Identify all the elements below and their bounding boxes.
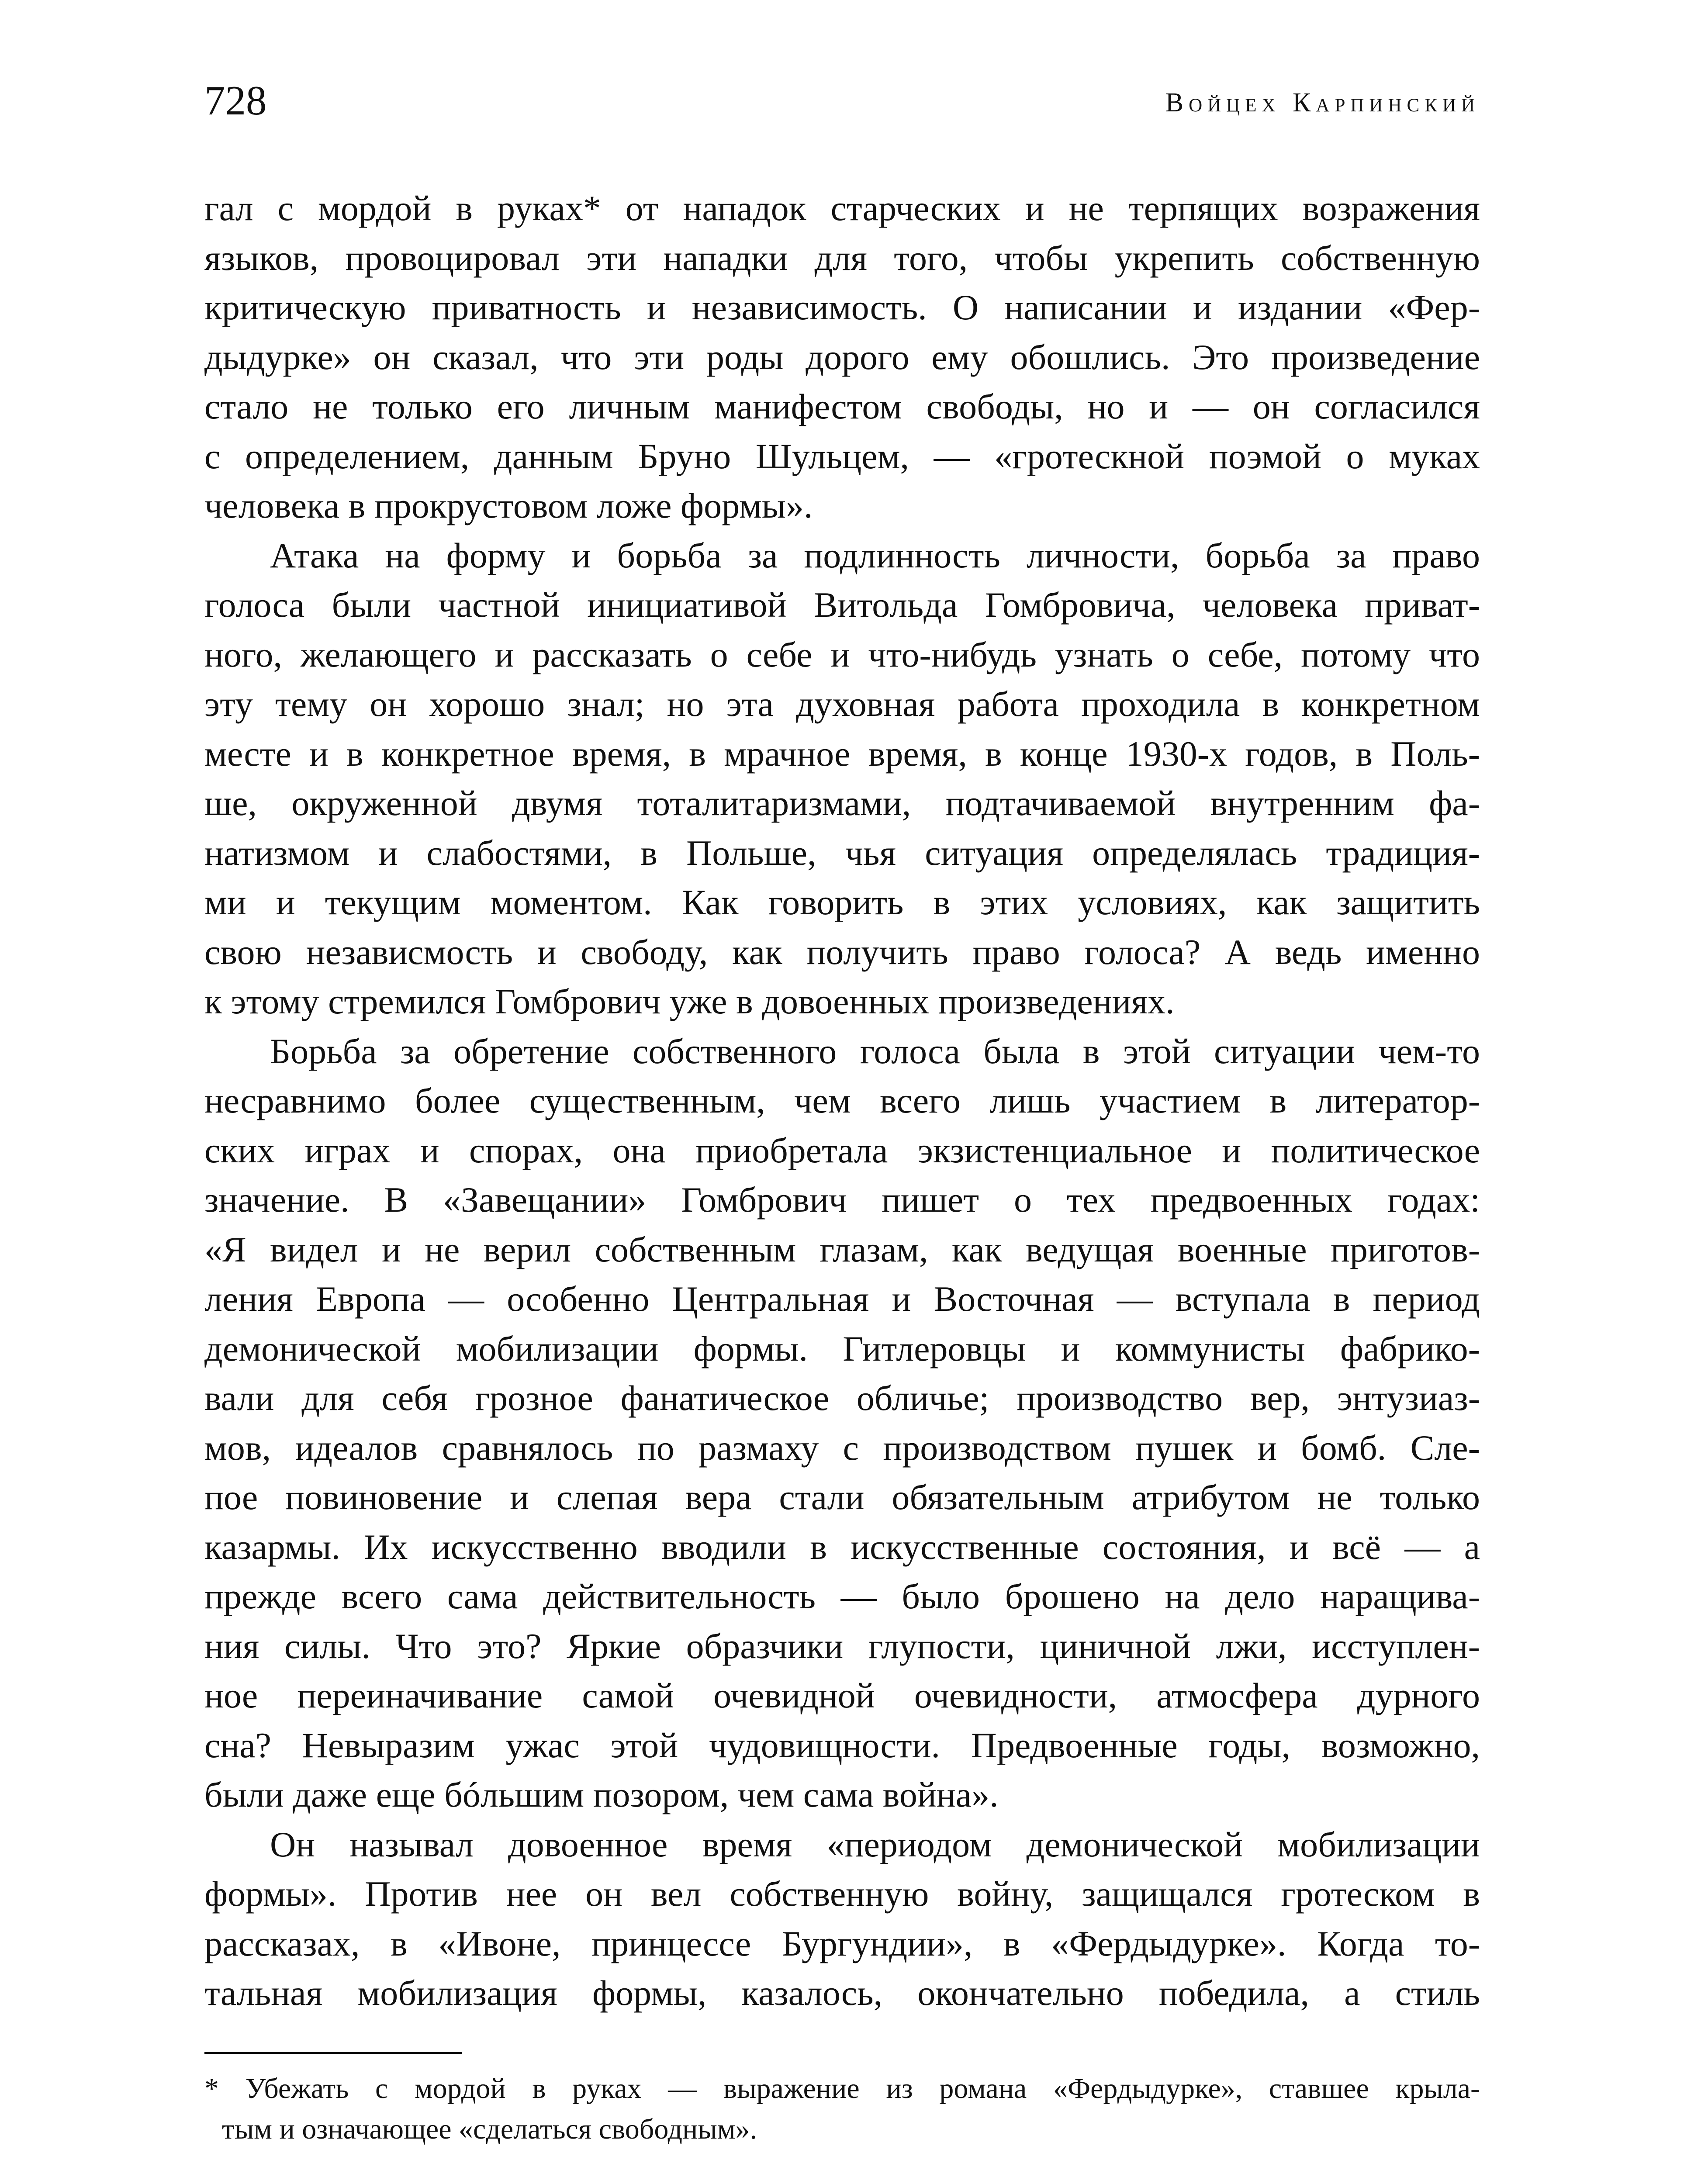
text-line: демонической мобилизации формы. Гитлеровцы и коммунисты фабрико-: [204, 1328, 1480, 1368]
footnote-line: тым и означающее «сделаться свободным».: [222, 2113, 757, 2145]
text-line: гал с мордой в руках* от нападок старческих и не терпящих возражения: [204, 188, 1480, 228]
text-line: голоса были частной инициативой Витольда Гомбровича, человека приват-: [204, 585, 1480, 625]
footnote-divider: [204, 2052, 462, 2054]
running-title-author: Войцех Карпинский: [1165, 88, 1480, 117]
text-line: Атака на форму и борьба за подлинность личности, борьба за право: [270, 535, 1480, 575]
paragraph-2: [204, 531, 1480, 1026]
text-line: с определением, данным Бруно Шульцем, — «гротескной поэмой о муках: [204, 436, 1480, 476]
text-line: мов, идеалов сравнялось по размаху с производством пушек и бомб. Сле-: [204, 1427, 1480, 1468]
text-line: человека в прокрустовом ложе формы».: [204, 486, 813, 525]
paragraph-4: [204, 1820, 1480, 2018]
text-line: значение. В «Завещании» Гомбрович пишет о тех предвоенных годах:: [204, 1180, 1480, 1220]
text-line: языков, провоцировал эти нападки для того, чтобы укрепить собственную: [204, 238, 1480, 278]
text-line: ления Европа — особенно Центральная и Восточная — вступала в период: [204, 1279, 1480, 1319]
text-line: свою независмость и свободу, как получить право голоса? А ведь именно: [204, 932, 1480, 972]
running-head: [204, 66, 1480, 127]
text-line: дыдурке» он сказал, что эти роды дорого ему обошлись. Это произведение: [204, 337, 1480, 377]
text-line: формы». Против нее он вел собственную войну, защищался гротеском в: [204, 1874, 1480, 1914]
text-line: Он называл довоенное время «периодом демонической мобилизации: [270, 1824, 1480, 1864]
text-line: сна? Невыразим ужас этой чудовищности. Предвоенные годы, возможно,: [204, 1725, 1480, 1765]
text-line: рассказах, в «Ивоне, принцессе Бургундии», в «Фердыдурке». Когда то-: [204, 1923, 1480, 1963]
text-line: ния силы. Что это? Яркие образчики глупости, циничной лжи, исступлен-: [204, 1626, 1480, 1666]
text-line: Борьба за обретение собственного голоса была в этой ситуации чем-то: [270, 1031, 1480, 1071]
text-line: ное переиначивание самой очевидной очевидности, атмосфера дурного: [204, 1676, 1480, 1715]
text-line: ше, окруженной двумя тоталитаризмами, подтачиваемой внутренним фа-: [204, 783, 1480, 823]
text-line: были даже еще бóльшим позором, чем сама война».: [204, 1775, 999, 1814]
text-line: к этому стремился Гомбрович уже в довоенных произведениях.: [204, 981, 1175, 1021]
text-line: прежде всего сама действительность — было брошено на дело наращива-: [204, 1576, 1480, 1616]
text-line: месте и в конкретное время, в мрачное время, в конце 1930-х годов, в Поль-: [204, 733, 1480, 774]
text-line: ного, желающего и рассказать о себе и что-нибудь узнать о себе, потому что: [204, 634, 1480, 674]
page-number: 728: [204, 77, 267, 124]
paragraph-1: [204, 183, 1480, 531]
text-line: «Я видел и не верил собственным глазам, как ведущая военные приготов-: [204, 1229, 1480, 1269]
footnote-line: * Убежать с мордой в руках — выражение из романа «Фердыдурке», ставшее крыла-: [204, 2073, 1480, 2105]
text-line: казармы. Их искусственно вводили в искусственные состояния, и всё — а: [204, 1527, 1480, 1567]
paragraph-3: [204, 1026, 1480, 1820]
text-line: натизмом и слабостями, в Польше, чья ситуация определялась традиция-: [204, 833, 1480, 873]
text-line: эту тему он хорошо знал; но эта духовная работа проходила в конкретном: [204, 684, 1480, 724]
text-line: критическую приватность и независимость. О написании и издании «Фер-: [204, 287, 1480, 327]
footnote: [204, 2068, 1480, 2149]
text-line: ми и текущим моментом. Как говорить в этих условиях, как защитить: [204, 882, 1480, 922]
text-line: стало не только его личным манифестом свободы, но и — он согласился: [204, 387, 1480, 426]
text-line: пое повиновение и слепая вера стали обязательным атрибутом не только: [204, 1477, 1480, 1517]
text-line: вали для себя грозное фанатическое обличье; производство вер, энтузиаз-: [204, 1378, 1480, 1418]
body-text: [204, 183, 1480, 2018]
text-line: несравнимо более существенным, чем всего лишь участием в литератор-: [204, 1081, 1480, 1120]
text-line: тальная мобилизация формы, казалось, окончательно победила, а стиль: [204, 1973, 1480, 2013]
text-line: ских играх и спорах, она приобретала экзистенциальное и политическое: [204, 1130, 1480, 1170]
